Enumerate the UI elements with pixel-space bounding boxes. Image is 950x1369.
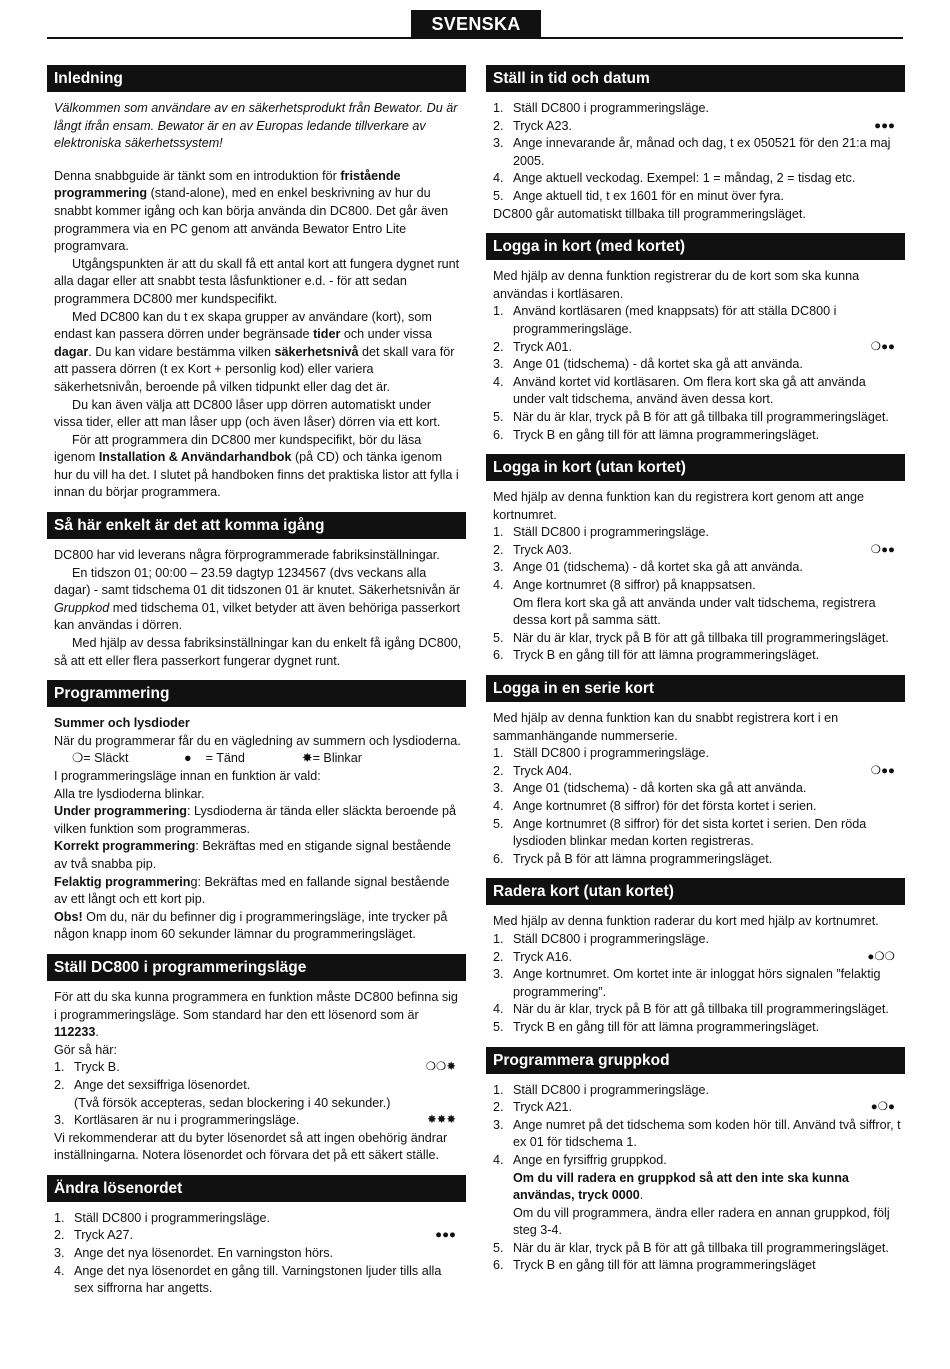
list-item: 1. Ställ DC800 i programmeringsläge. — [54, 1210, 270, 1225]
nocard-paragraph: Med hjälp av denna funktion kan du registrera kort genom att ange kortnumret. — [493, 490, 865, 522]
list-item: 2. Tryck A27. ●●● — [54, 1227, 462, 1245]
progmode-text: . — [95, 1025, 99, 1040]
list-item: 3. Ange 01 (tidschema) - då kortet ska gå att använda. — [493, 357, 803, 372]
prog-text: g: Bekräftas med en fallande signal bestående av ett långt och ett kort pip. — [54, 874, 450, 907]
section-logga-med-kort — [486, 233, 905, 444]
list-item: 3. Ange 01 (tidschema) - då korten ska gå att använda. — [493, 781, 807, 796]
list-item: 3. Ange kortnumret. Om kortet inte är inloggat hörs signalen ”felaktig programmering”. — [493, 967, 881, 999]
prog-bold: Under programmering — [54, 804, 187, 819]
list-item: 5. När du är klar, tryck på B för att gå tillbaka till programmeringsläget. — [493, 409, 889, 424]
list-item: 2. Tryck A21. ●❍● — [493, 1099, 901, 1117]
led-legend — [54, 750, 462, 768]
start-paragraph: DC800 har vid leverans några förprogrammerade fabriksinställningar. — [54, 548, 440, 563]
legend-label: = Tänd — [205, 751, 245, 766]
list-item: 1. Tryck B. ❍❍✸ — [54, 1059, 462, 1077]
list-item: 2. Tryck A04. ❍●● — [493, 763, 901, 781]
list-item: 5. När du är klar, tryck på B för att gå tillbaka till programmeringsläget. — [493, 630, 889, 645]
section-title: Logga in kort (utan kortet) — [486, 454, 905, 481]
section-inledning — [47, 65, 466, 502]
section-tid-datum — [486, 65, 905, 223]
list-item: 2. Ange det sexsiffriga lösenordet. (Två försök accepteras, sedan blockering i 40 sekunder.) — [54, 1077, 391, 1110]
list-item: 1. Ställ DC800 i programmeringsläge. — [493, 525, 709, 540]
section-title: Ställ in tid och datum — [486, 65, 905, 92]
led-indicator-icon: ❍●● — [870, 543, 895, 556]
section-logga-utan-kort — [486, 454, 905, 665]
list-item: 5. När du är klar, tryck på B för att gå tillbaka till programmeringsläget. — [493, 1240, 889, 1255]
prog-paragraph: När du programmerar får du en vägledning av summern och lysdioderna. — [54, 733, 461, 748]
intro-paragraph: Utgångspunkten är att du skall få ett antal kort att fungera dygnet runt alla dagar eller att snabbt testa låsfunktioner e.d. - för att sedan programmera DC800 mer kundspecifikt. — [54, 256, 460, 306]
led-on-icon: ● — [184, 751, 192, 766]
section-title: Ändra lösenordet — [47, 1175, 466, 1202]
section-radera-kort — [486, 878, 905, 1036]
list-item: 4. Ange kortnumret (8 siffror) för det första kortet i serien. — [493, 799, 817, 813]
list-item: 5. Ange kortnumret (8 siffror) för det sista kortet i serien. Den röda lysdioden blinkar medan korten registreras. — [493, 816, 867, 849]
prog-text: Om du, när du befinner dig i programmeringsläge, inte trycker på någon knapp inom 60 sekunder lämnar du programmeringsläget. — [54, 909, 448, 942]
intro-bold: fristående programmering — [54, 168, 401, 201]
led-indicator-icon: ●❍● — [870, 1101, 895, 1114]
list-item: 5. Tryck B en gång till för att lämna programmeringsläget. — [493, 1019, 820, 1034]
right-column — [486, 65, 905, 1285]
led-indicator-icon: ●❍❍ — [867, 950, 895, 963]
progmode-paragraph: Gör så här: — [54, 1042, 117, 1057]
list-item: 4. Ange det nya lösenordet en gång till. Varningstonen ljuder tills alla sex siffrorna har angetts. — [54, 1263, 442, 1296]
prog-text: : Bekräftas med en stigande signal bestående av två snabba pip. — [54, 839, 451, 871]
list-item: 1. Ställ DC800 i programmeringsläge. — [493, 101, 709, 115]
list-item: 4. När du är klar, tryck på B för att gå tillbaka till programmeringsläget. — [493, 1002, 889, 1017]
section-title: Radera kort (utan kortet) — [486, 878, 905, 905]
progmode-text: För att du ska kunna programmera en funktion måste DC800 befinna sig i programmeringsläge. Som standard har den ett lösenord som är — [54, 989, 458, 1022]
prog-bold: Korrekt programmering — [54, 839, 196, 854]
intro-text: Denna snabbguide är tänkt som en introduktion för — [54, 168, 341, 183]
list-item: 1. Ställ DC800 i programmeringsläge. — [493, 746, 709, 761]
led-blink-icon: ✸ — [302, 751, 313, 766]
language-tab: SVENSKA — [411, 10, 541, 38]
list-item: 3. Ange 01 (tidschema) - då kortet ska gå att använda. — [493, 560, 803, 575]
led-indicator-icon: ●●● — [435, 1229, 456, 1242]
legend-label: = Blinkar — [312, 751, 362, 766]
intro-paragraph: Du kan även välja att DC800 låser upp dörren automatiskt under vissa tider, eller att man låser upp (och även låser) dörren via ett kort. — [54, 397, 441, 430]
intro-text: För att programmera din DC800 mer kundspecifikt, bör du läsa igenom — [54, 432, 422, 465]
list-item: 1. Använd kortläsaren (med knappsats) för att ställa DC800 i programmeringsläge. — [493, 304, 837, 336]
start-text: En tidszon 01; 00:00 – 23.59 dagtyp 1234567 (dvs veckans alla dagar) - samt tidschema 01 dit tidszonen 01 är knutet. Säkerhetsnivån är — [54, 565, 461, 598]
section-kom-igang — [47, 512, 466, 670]
list-item: 4. Använd kortet vid kortläsaren. Om flera kort ska gå att använda under valt tidschema, använd även dessa kort. — [493, 374, 866, 407]
list-item: 4. Ange aktuell veckodag. Exempel: 1 = måndag, 2 = tisdag etc. — [493, 171, 856, 186]
section-title: Logga in kort (med kortet) — [486, 233, 905, 260]
legend-label: = Släckt — [83, 751, 129, 766]
list-item: 2. Tryck A03. ❍●● — [493, 542, 901, 560]
list-item: 3. Kortläsaren är nu i programmeringsläge. ✸✸✸ — [54, 1112, 462, 1130]
prog-paragraph: I programmeringsläge innan en funktion är vald: — [54, 769, 321, 783]
default-password: 112233 — [54, 1025, 96, 1040]
led-indicator-icon: ❍●● — [870, 764, 895, 777]
progmode-paragraph: Vi rekommenderar att du byter lösenordet så att ingen obehörig ändrar inställningarna. Notera lösenordet och förvara det på ett säkert ställe. — [54, 1130, 448, 1163]
section-andra-losenord — [47, 1175, 466, 1298]
section-programmering — [47, 680, 466, 944]
list-item: 6. Tryck B en gång till för att lämna programmeringsläget. — [493, 648, 820, 663]
intro-text: (på CD) och tänka igenom hur du vill ha det. I slutet på handboken finns det praktiska listor att fylla i innan du börjar programmera. — [54, 450, 459, 500]
start-text: med tidschema 01, vilket betyder att även behöriga passerkort kan användas i dörren. — [54, 600, 461, 633]
led-indicator-icon: ❍●● — [870, 340, 895, 353]
list-item: 4. Ange kortnumret (8 siffror) på knappsatsen. Om flera kort ska gå att använda under valt tidschema, registrera dessa kort på samma sätt. — [493, 578, 876, 628]
intro-text: . Du kan vidare bestämma vilken — [88, 344, 275, 359]
list-item: 2. Tryck A16. ●❍❍ — [493, 949, 901, 967]
list-item: 1. Ställ DC800 i programmeringsläge. — [493, 931, 709, 946]
section-programmeringslage — [47, 954, 466, 1165]
section-title: Programmera gruppkod — [486, 1047, 905, 1074]
intro-bold: säkerhetsnivå — [274, 344, 359, 359]
time-paragraph: DC800 går automatiskt tillbaka till programmeringsläget. — [493, 206, 806, 221]
prog-text: : Lysdioderna är tända eller släckta beroende på vilken funktion som programmeras. — [54, 804, 457, 836]
list-item: 2. Tryck A01. ❍●● — [493, 339, 901, 357]
section-title: Inledning — [47, 65, 466, 92]
intro-bold: dagar — [54, 344, 89, 359]
list-item: 3. Ange numret på det tidschema som koden hör till. Använd två siffror, t ex 01 för tidschema 1. — [493, 1117, 901, 1150]
left-column — [47, 65, 466, 1308]
led-indicator-icon: ❍❍✸ — [425, 1061, 456, 1074]
prog-paragraph: Alla tre lysdioderna blinkar. — [54, 786, 205, 801]
intro-text: (stand-alone), med en enkel beskrivning av hur du snabbt kommer igång och kan börja använda din DC800. Det går även programmera via en PC genom att använda Bewator Entro Lite programvara. — [54, 186, 449, 254]
section-gruppkod — [486, 1047, 905, 1276]
remove-paragraph: Med hjälp av denna funktion raderar du kort med hjälp av kortnumret. — [493, 914, 879, 929]
led-off-icon: ❍ — [72, 751, 84, 766]
list-item: 5. Ange aktuell tid, t ex 1601 för en minut över fyra. — [493, 188, 784, 203]
list-item: 2. Tryck A23. ●●● — [493, 118, 901, 136]
prog-bold: Felaktig programmerin — [54, 874, 191, 889]
section-title: Så här enkelt är det att komma igång — [47, 512, 466, 539]
subheading: Summer och lysdioder — [54, 716, 190, 731]
start-paragraph: Med hjälp av dessa fabriksinställningar kan du enkelt få igång DC800, så att ett eller flera passerkort fungerar dygnet runt. — [54, 636, 462, 668]
list-item: 4. Ange en fyrsiffrig gruppkod. Om du vill radera en gruppkod så att den inte ska kunna användas, tryck 0000. Om du vill programmera, ändra eller radera en annan gruppkod, följ steg 3-4. — [493, 1152, 890, 1238]
section-serie-kort — [486, 675, 905, 868]
intro-bold: Installation & Användarhandbok — [98, 450, 292, 465]
welcome-text: Välkommen som användare av en säkerhetsprodukt från Bewator. Du är långt ifrån ensam. Bewator är en av Europas ledande tillverkare av elektroniska säkerhetssystem! — [54, 101, 458, 151]
list-item: 1. Ställ DC800 i programmeringsläge. — [493, 1082, 709, 1097]
list-item: 3. Ange innevarande år, månad och dag, t ex 050521 för den 21:a maj 2005. — [493, 136, 891, 168]
intro-text: och under vissa — [340, 327, 433, 342]
intro-bold: tider — [313, 327, 341, 342]
intro-text: det skall vara för att passera dörren (t ex Kort + personlig kod) eller variera säkerhetsnivån, beroende på vilken tidpunkt eller dag det är. — [54, 344, 455, 394]
section-title: Programmering — [47, 680, 466, 707]
led-indicator-icon: ✸✸✸ — [427, 1114, 456, 1127]
list-item: 6. Tryck B en gång till för att lämna programmeringsläget. — [493, 427, 820, 442]
list-item: 6. Tryck B en gång till för att lämna programmeringsläget — [493, 1258, 816, 1273]
withcard-paragraph: Med hjälp av denna funktion registrerar du de kort som ska kunna användas i kortläsaren. — [493, 269, 860, 301]
list-item: 6. Tryck på B för att lämna programmeringsläget. — [493, 851, 773, 866]
led-indicator-icon: ●●● — [874, 119, 895, 132]
start-italic: Gruppkod — [54, 600, 110, 615]
list-item: 3. Ange det nya lösenordet. En varningston hörs. — [54, 1246, 334, 1261]
intro-text: Med DC800 kan du t ex skapa grupper av användare (kort), som endast kan passera dörren under begränsade — [54, 309, 432, 342]
prog-bold: Obs! — [54, 909, 83, 924]
section-title: Logga in en serie kort — [486, 675, 905, 702]
series-paragraph: Med hjälp av denna funktion kan du snabbt registrera kort i en sammanhängande nummerserie. — [493, 711, 839, 743]
section-title: Ställ DC800 i programmeringsläge — [47, 954, 466, 981]
